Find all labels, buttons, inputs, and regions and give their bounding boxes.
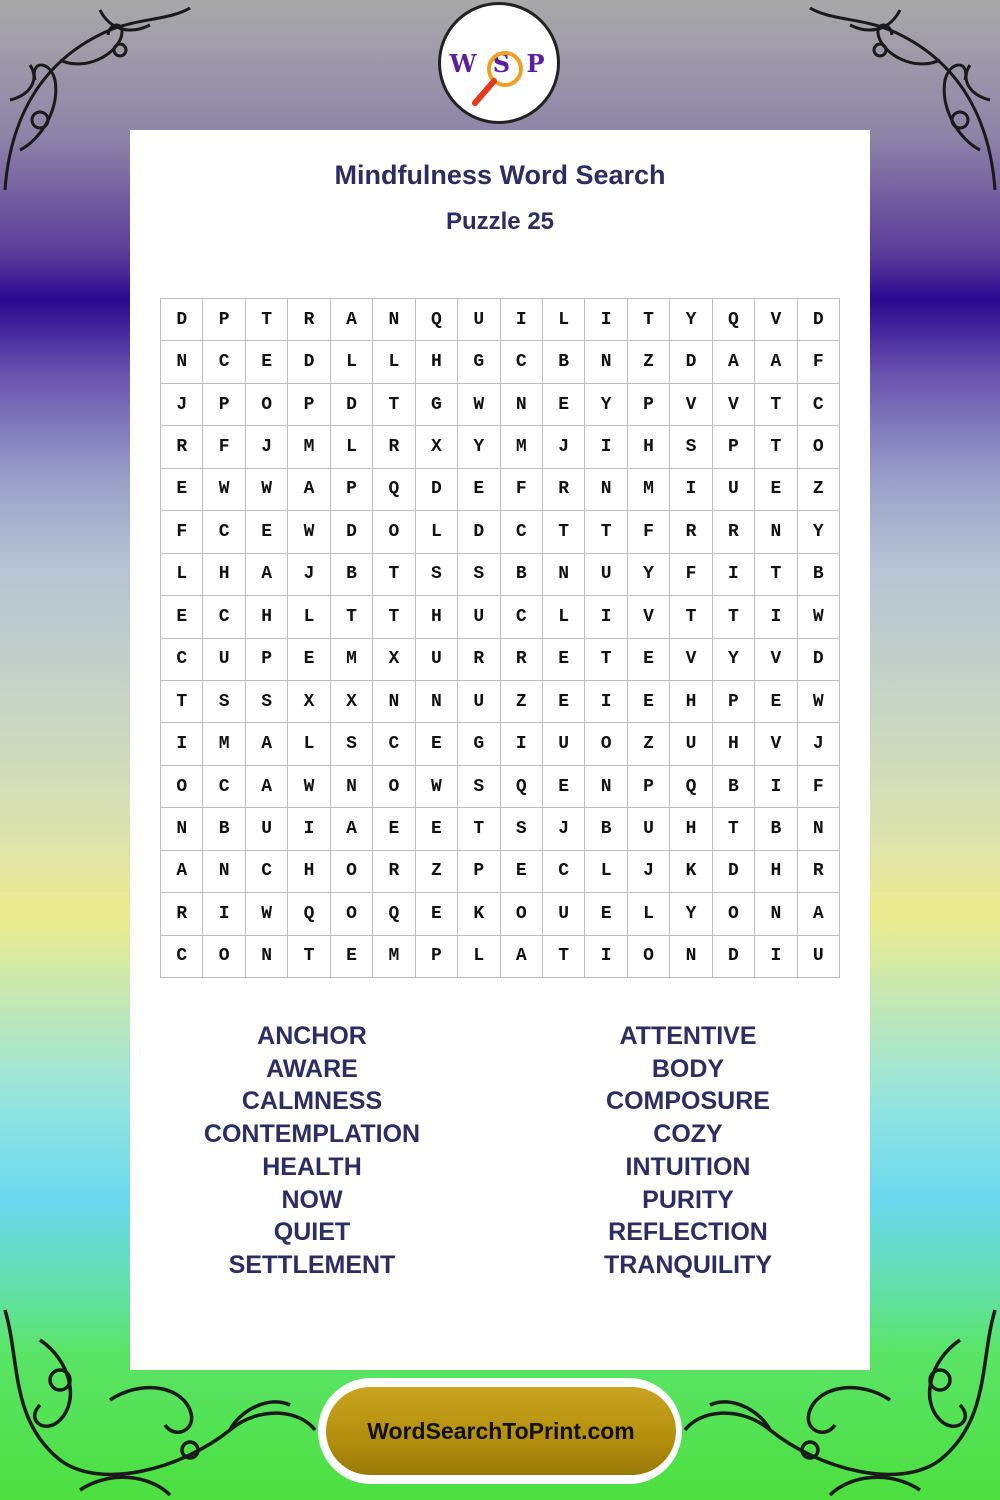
grid-cell[interactable]: T: [713, 596, 755, 638]
grid-cell[interactable]: I: [755, 596, 797, 638]
grid-cell[interactable]: H: [416, 596, 458, 638]
grid-cell[interactable]: H: [203, 554, 245, 596]
grid-cell[interactable]: O: [161, 766, 203, 808]
grid-cell[interactable]: L: [161, 554, 203, 596]
grid-cell[interactable]: A: [331, 299, 373, 341]
grid-cell[interactable]: S: [458, 554, 500, 596]
grid-cell[interactable]: M: [288, 426, 330, 468]
puzzle-number: Puzzle 25: [445, 208, 555, 235]
grid-cell[interactable]: E: [628, 681, 670, 723]
grid-cell[interactable]: M: [203, 723, 245, 765]
grid-cell[interactable]: H: [416, 341, 458, 383]
grid-cell[interactable]: P: [331, 469, 373, 511]
grid-cell[interactable]: L: [373, 341, 415, 383]
grid-cell[interactable]: L: [288, 723, 330, 765]
grid-cell[interactable]: X: [373, 639, 415, 681]
grid-cell[interactable]: T: [628, 299, 670, 341]
grid-cell[interactable]: E: [416, 723, 458, 765]
grid-cell[interactable]: P: [203, 384, 245, 426]
grid-cell[interactable]: M: [331, 639, 373, 681]
grid-cell[interactable]: G: [458, 723, 500, 765]
magnifier-icon: [461, 45, 541, 115]
grid-cell[interactable]: E: [755, 681, 797, 723]
grid-cell[interactable]: G: [458, 341, 500, 383]
grid-cell[interactable]: T: [288, 936, 330, 978]
grid-cell[interactable]: T: [670, 596, 712, 638]
grid-cell[interactable]: P: [713, 426, 755, 468]
grid-cell[interactable]: N: [585, 469, 627, 511]
grid-cell[interactable]: W: [288, 766, 330, 808]
grid-cell[interactable]: S: [501, 808, 543, 850]
grid-cell[interactable]: L: [416, 511, 458, 553]
word-list-item: NOW: [281, 1185, 343, 1214]
grid-cell[interactable]: H: [628, 426, 670, 468]
grid-cell[interactable]: T: [713, 808, 755, 850]
grid-cell[interactable]: L: [628, 893, 670, 935]
grid-cell[interactable]: N: [798, 808, 840, 850]
grid-cell[interactable]: E: [331, 936, 373, 978]
grid-cell[interactable]: C: [373, 723, 415, 765]
grid-cell[interactable]: V: [755, 723, 797, 765]
grid-cell[interactable]: C: [203, 511, 245, 553]
letter-grid: [160, 298, 840, 978]
grid-cell[interactable]: P: [713, 681, 755, 723]
grid-cell[interactable]: N: [585, 341, 627, 383]
grid-cell[interactable]: T: [458, 808, 500, 850]
grid-cell[interactable]: T: [373, 554, 415, 596]
word-list-item: CALMNESS: [241, 1087, 383, 1116]
grid-cell[interactable]: B: [543, 341, 585, 383]
grid-cell[interactable]: W: [288, 511, 330, 553]
grid-cell[interactable]: C: [501, 511, 543, 553]
grid-cell[interactable]: A: [755, 341, 797, 383]
grid-cell[interactable]: T: [755, 426, 797, 468]
word-list-item: CONTEMPLATION: [203, 1120, 421, 1149]
grid-cell[interactable]: B: [713, 766, 755, 808]
grid-cell[interactable]: N: [416, 681, 458, 723]
grid-cell[interactable]: N: [755, 511, 797, 553]
site-link-button[interactable]: [326, 1387, 676, 1475]
grid-cell[interactable]: O: [203, 936, 245, 978]
grid-cell[interactable]: H: [246, 596, 288, 638]
grid-cell[interactable]: C: [203, 341, 245, 383]
grid-cell[interactable]: N: [246, 936, 288, 978]
grid-cell[interactable]: B: [755, 808, 797, 850]
grid-cell[interactable]: N: [755, 893, 797, 935]
grid-cell[interactable]: O: [246, 384, 288, 426]
grid-cell[interactable]: A: [713, 341, 755, 383]
grid-cell[interactable]: U: [713, 469, 755, 511]
grid-cell[interactable]: N: [373, 299, 415, 341]
grid-cell[interactable]: Y: [585, 384, 627, 426]
grid-cell[interactable]: S: [246, 681, 288, 723]
grid-cell[interactable]: B: [203, 808, 245, 850]
grid-cell[interactable]: H: [670, 808, 712, 850]
grid-cell[interactable]: E: [246, 341, 288, 383]
grid-cell[interactable]: I: [670, 469, 712, 511]
grid-cell[interactable]: Q: [670, 766, 712, 808]
grid-cell[interactable]: K: [458, 893, 500, 935]
grid-cell[interactable]: R: [543, 469, 585, 511]
grid-cell[interactable]: R: [670, 511, 712, 553]
grid-cell[interactable]: U: [203, 639, 245, 681]
grid-cell[interactable]: O: [713, 893, 755, 935]
grid-cell[interactable]: R: [288, 299, 330, 341]
grid-cell[interactable]: A: [246, 554, 288, 596]
grid-cell[interactable]: V: [755, 639, 797, 681]
grid-cell[interactable]: R: [373, 851, 415, 893]
grid-cell[interactable]: T: [755, 384, 797, 426]
grid-cell[interactable]: R: [713, 511, 755, 553]
page-title: Mindfulness Word Search: [334, 160, 666, 190]
grid-cell[interactable]: H: [755, 851, 797, 893]
grid-cell[interactable]: B: [331, 554, 373, 596]
grid-cell[interactable]: E: [246, 511, 288, 553]
grid-cell[interactable]: A: [331, 808, 373, 850]
grid-cell[interactable]: Z: [628, 341, 670, 383]
word-list-right: [503, 1020, 873, 1282]
grid-cell[interactable]: J: [798, 723, 840, 765]
grid-cell[interactable]: C: [798, 384, 840, 426]
grid-cell[interactable]: J: [628, 851, 670, 893]
grid-cell[interactable]: N: [203, 851, 245, 893]
grid-cell[interactable]: T: [373, 384, 415, 426]
word-list-item: ATTENTIVE: [619, 1022, 757, 1050]
grid-cell[interactable]: Y: [798, 511, 840, 553]
grid-cell[interactable]: H: [670, 681, 712, 723]
grid-cell[interactable]: O: [501, 893, 543, 935]
grid-cell[interactable]: R: [798, 851, 840, 893]
grid-cell[interactable]: D: [331, 384, 373, 426]
logo-letter-p: P: [526, 49, 549, 78]
grid-cell[interactable]: E: [543, 639, 585, 681]
grid-cell[interactable]: I: [585, 299, 627, 341]
grid-cell[interactable]: A: [161, 851, 203, 893]
grid-cell[interactable]: J: [288, 554, 330, 596]
grid-cell[interactable]: D: [288, 341, 330, 383]
grid-cell[interactable]: Y: [670, 893, 712, 935]
grid-cell[interactable]: W: [458, 384, 500, 426]
grid-cell[interactable]: V: [713, 384, 755, 426]
grid-cell[interactable]: Y: [458, 426, 500, 468]
grid-cell[interactable]: W: [246, 893, 288, 935]
grid-cell[interactable]: L: [543, 596, 585, 638]
grid-cell[interactable]: J: [543, 808, 585, 850]
grid-cell[interactable]: L: [458, 936, 500, 978]
grid-cell[interactable]: I: [585, 426, 627, 468]
grid-cell[interactable]: O: [585, 723, 627, 765]
word-list-item: TRANQUILITY: [603, 1250, 773, 1279]
grid-cell[interactable]: D: [670, 341, 712, 383]
grid-cell[interactable]: D: [713, 936, 755, 978]
grid-cell[interactable]: X: [416, 426, 458, 468]
grid-cell[interactable]: P: [203, 299, 245, 341]
grid-cell[interactable]: S: [670, 426, 712, 468]
grid-cell[interactable]: S: [331, 723, 373, 765]
grid-cell[interactable]: P: [628, 384, 670, 426]
grid-cell[interactable]: P: [458, 851, 500, 893]
grid-cell[interactable]: F: [203, 426, 245, 468]
grid-cell[interactable]: W: [416, 766, 458, 808]
grid-cell[interactable]: O: [373, 511, 415, 553]
grid-cell[interactable]: F: [798, 341, 840, 383]
logo-letter-w: W: [449, 49, 481, 78]
grid-cell[interactable]: E: [161, 469, 203, 511]
grid-cell[interactable]: L: [331, 341, 373, 383]
grid-cell[interactable]: E: [416, 893, 458, 935]
grid-cell[interactable]: I: [585, 936, 627, 978]
grid-cell[interactable]: R: [501, 639, 543, 681]
grid-cell[interactable]: V: [670, 639, 712, 681]
grid-cell[interactable]: I: [755, 936, 797, 978]
grid-cell[interactable]: D: [161, 299, 203, 341]
grid-cell[interactable]: A: [246, 723, 288, 765]
grid-cell[interactable]: U: [246, 808, 288, 850]
grid-cell[interactable]: E: [161, 596, 203, 638]
grid-cell[interactable]: N: [161, 808, 203, 850]
word-list-item: COMPOSURE: [606, 1087, 770, 1116]
word-list-item: REFLECTION: [608, 1218, 768, 1247]
word-list-item: QUIET: [273, 1218, 351, 1247]
grid-cell[interactable]: N: [161, 341, 203, 383]
grid-cell[interactable]: W: [798, 596, 840, 638]
grid-cell[interactable]: I: [755, 766, 797, 808]
grid-cell[interactable]: N: [331, 766, 373, 808]
grid-cell[interactable]: Y: [670, 299, 712, 341]
grid-cell[interactable]: C: [501, 596, 543, 638]
grid-cell[interactable]: O: [798, 426, 840, 468]
grid-cell[interactable]: C: [246, 851, 288, 893]
grid-cell[interactable]: V: [670, 384, 712, 426]
grid-cell[interactable]: F: [628, 511, 670, 553]
grid-cell[interactable]: U: [416, 639, 458, 681]
grid-cell[interactable]: N: [543, 554, 585, 596]
grid-cell[interactable]: N: [670, 936, 712, 978]
grid-cell[interactable]: T: [543, 511, 585, 553]
grid-cell[interactable]: C: [203, 766, 245, 808]
grid-cell[interactable]: G: [416, 384, 458, 426]
grid-cell[interactable]: W: [203, 469, 245, 511]
word-list-item: AWARE: [266, 1054, 358, 1083]
grid-cell[interactable]: S: [416, 554, 458, 596]
grid-cell[interactable]: I: [713, 554, 755, 596]
grid-cell[interactable]: T: [246, 299, 288, 341]
word-list-item: HEALTH: [262, 1152, 362, 1181]
grid-cell[interactable]: Q: [288, 893, 330, 935]
grid-cell[interactable]: H: [288, 851, 330, 893]
grid-cell[interactable]: D: [331, 511, 373, 553]
grid-cell[interactable]: B: [585, 808, 627, 850]
grid-cell[interactable]: N: [501, 384, 543, 426]
grid-cell[interactable]: L: [288, 596, 330, 638]
grid-cell[interactable]: T: [161, 681, 203, 723]
grid-cell[interactable]: I: [501, 723, 543, 765]
grid-cell[interactable]: E: [543, 681, 585, 723]
grid-cell[interactable]: U: [543, 723, 585, 765]
grid-cell[interactable]: M: [501, 426, 543, 468]
grid-cell[interactable]: T: [543, 936, 585, 978]
grid-cell[interactable]: O: [373, 766, 415, 808]
grid-cell[interactable]: X: [331, 681, 373, 723]
grid-cell[interactable]: Q: [416, 299, 458, 341]
grid-cell[interactable]: E: [755, 469, 797, 511]
grid-cell[interactable]: U: [585, 554, 627, 596]
grid-cell[interactable]: N: [585, 766, 627, 808]
grid-cell[interactable]: R: [161, 426, 203, 468]
grid-cell[interactable]: Z: [416, 851, 458, 893]
grid-cell[interactable]: E: [416, 808, 458, 850]
grid-cell[interactable]: U: [798, 936, 840, 978]
grid-cell[interactable]: I: [203, 893, 245, 935]
grid-cell[interactable]: V: [628, 596, 670, 638]
grid-cell[interactable]: Q: [501, 766, 543, 808]
grid-cell[interactable]: U: [458, 596, 500, 638]
grid-cell[interactable]: L: [543, 299, 585, 341]
grid-cell[interactable]: D: [798, 299, 840, 341]
grid-cell[interactable]: W: [246, 469, 288, 511]
grid-cell[interactable]: T: [331, 596, 373, 638]
word-list-item: BODY: [651, 1054, 725, 1083]
grid-cell[interactable]: T: [585, 511, 627, 553]
grid-cell[interactable]: E: [458, 469, 500, 511]
grid-cell[interactable]: M: [628, 469, 670, 511]
grid-cell[interactable]: N: [373, 681, 415, 723]
grid-cell[interactable]: A: [798, 893, 840, 935]
grid-cell[interactable]: P: [288, 384, 330, 426]
grid-cell[interactable]: C: [161, 936, 203, 978]
grid-cell[interactable]: E: [543, 384, 585, 426]
grid-cell[interactable]: U: [628, 808, 670, 850]
grid-cell[interactable]: L: [585, 851, 627, 893]
grid-cell[interactable]: E: [373, 808, 415, 850]
grid-cell[interactable]: E: [288, 639, 330, 681]
grid-cell[interactable]: R: [458, 639, 500, 681]
grid-cell[interactable]: C: [501, 341, 543, 383]
grid-cell[interactable]: P: [628, 766, 670, 808]
grid-cell[interactable]: D: [458, 511, 500, 553]
grid-cell[interactable]: S: [203, 681, 245, 723]
grid-cell[interactable]: I: [161, 723, 203, 765]
word-list-item: ANCHOR: [257, 1022, 367, 1050]
grid-cell[interactable]: T: [755, 554, 797, 596]
grid-cell[interactable]: Z: [628, 723, 670, 765]
grid-cell[interactable]: E: [585, 893, 627, 935]
grid-cell[interactable]: L: [331, 426, 373, 468]
grid-cell[interactable]: Z: [501, 681, 543, 723]
grid-cell[interactable]: M: [373, 936, 415, 978]
grid-cell[interactable]: R: [373, 426, 415, 468]
grid-cell[interactable]: I: [501, 299, 543, 341]
grid-cell[interactable]: E: [501, 851, 543, 893]
site-link-label: WordSearchToPrint.com: [367, 1417, 635, 1444]
grid-cell[interactable]: I: [585, 596, 627, 638]
grid-cell[interactable]: B: [798, 554, 840, 596]
grid-cell[interactable]: A: [501, 936, 543, 978]
grid-cell[interactable]: U: [458, 681, 500, 723]
grid-cell[interactable]: O: [628, 936, 670, 978]
grid-cell[interactable]: Z: [798, 469, 840, 511]
logo-letter-s: S: [492, 49, 515, 78]
grid-cell[interactable]: O: [331, 851, 373, 893]
site-logo: [438, 2, 560, 124]
grid-cell[interactable]: C: [203, 596, 245, 638]
grid-cell[interactable]: D: [416, 469, 458, 511]
grid-cell[interactable]: A: [288, 469, 330, 511]
word-list-item: PURITY: [642, 1185, 734, 1214]
grid-cell[interactable]: U: [670, 723, 712, 765]
grid-cell[interactable]: P: [416, 936, 458, 978]
grid-cell[interactable]: R: [161, 893, 203, 935]
grid-cell[interactable]: F: [798, 766, 840, 808]
word-list-item: SETTLEMENT: [228, 1250, 396, 1279]
word-list-left: [127, 1020, 497, 1282]
grid-cell[interactable]: F: [670, 554, 712, 596]
grid-cell[interactable]: F: [501, 469, 543, 511]
grid-cell[interactable]: J: [543, 426, 585, 468]
grid-cell[interactable]: C: [543, 851, 585, 893]
grid-cell[interactable]: V: [755, 299, 797, 341]
grid-cell[interactable]: S: [458, 766, 500, 808]
grid-cell[interactable]: X: [288, 681, 330, 723]
grid-cell[interactable]: W: [798, 681, 840, 723]
grid-cell[interactable]: D: [713, 851, 755, 893]
grid-cell[interactable]: T: [585, 639, 627, 681]
grid-cell[interactable]: J: [161, 384, 203, 426]
grid-cell[interactable]: D: [798, 639, 840, 681]
grid-cell[interactable]: J: [246, 426, 288, 468]
grid-cell[interactable]: E: [628, 639, 670, 681]
grid-cell[interactable]: T: [373, 596, 415, 638]
word-list-item: COZY: [653, 1120, 723, 1149]
grid-cell[interactable]: A: [246, 766, 288, 808]
grid-cell[interactable]: I: [288, 808, 330, 850]
grid-cell[interactable]: U: [543, 893, 585, 935]
grid-cell[interactable]: C: [161, 639, 203, 681]
grid-cell[interactable]: U: [458, 299, 500, 341]
grid-cell[interactable]: Y: [713, 639, 755, 681]
grid-cell[interactable]: I: [585, 681, 627, 723]
grid-cell[interactable]: H: [713, 723, 755, 765]
grid-cell[interactable]: O: [331, 893, 373, 935]
grid-cell[interactable]: Q: [373, 893, 415, 935]
word-list-item: INTUITION: [625, 1152, 751, 1181]
grid-cell[interactable]: Y: [628, 554, 670, 596]
grid-cell[interactable]: B: [501, 554, 543, 596]
grid-cell[interactable]: Q: [373, 469, 415, 511]
grid-cell[interactable]: P: [246, 639, 288, 681]
grid-cell[interactable]: Q: [713, 299, 755, 341]
grid-cell[interactable]: K: [670, 851, 712, 893]
grid-cell[interactable]: E: [543, 766, 585, 808]
grid-cell[interactable]: F: [161, 511, 203, 553]
